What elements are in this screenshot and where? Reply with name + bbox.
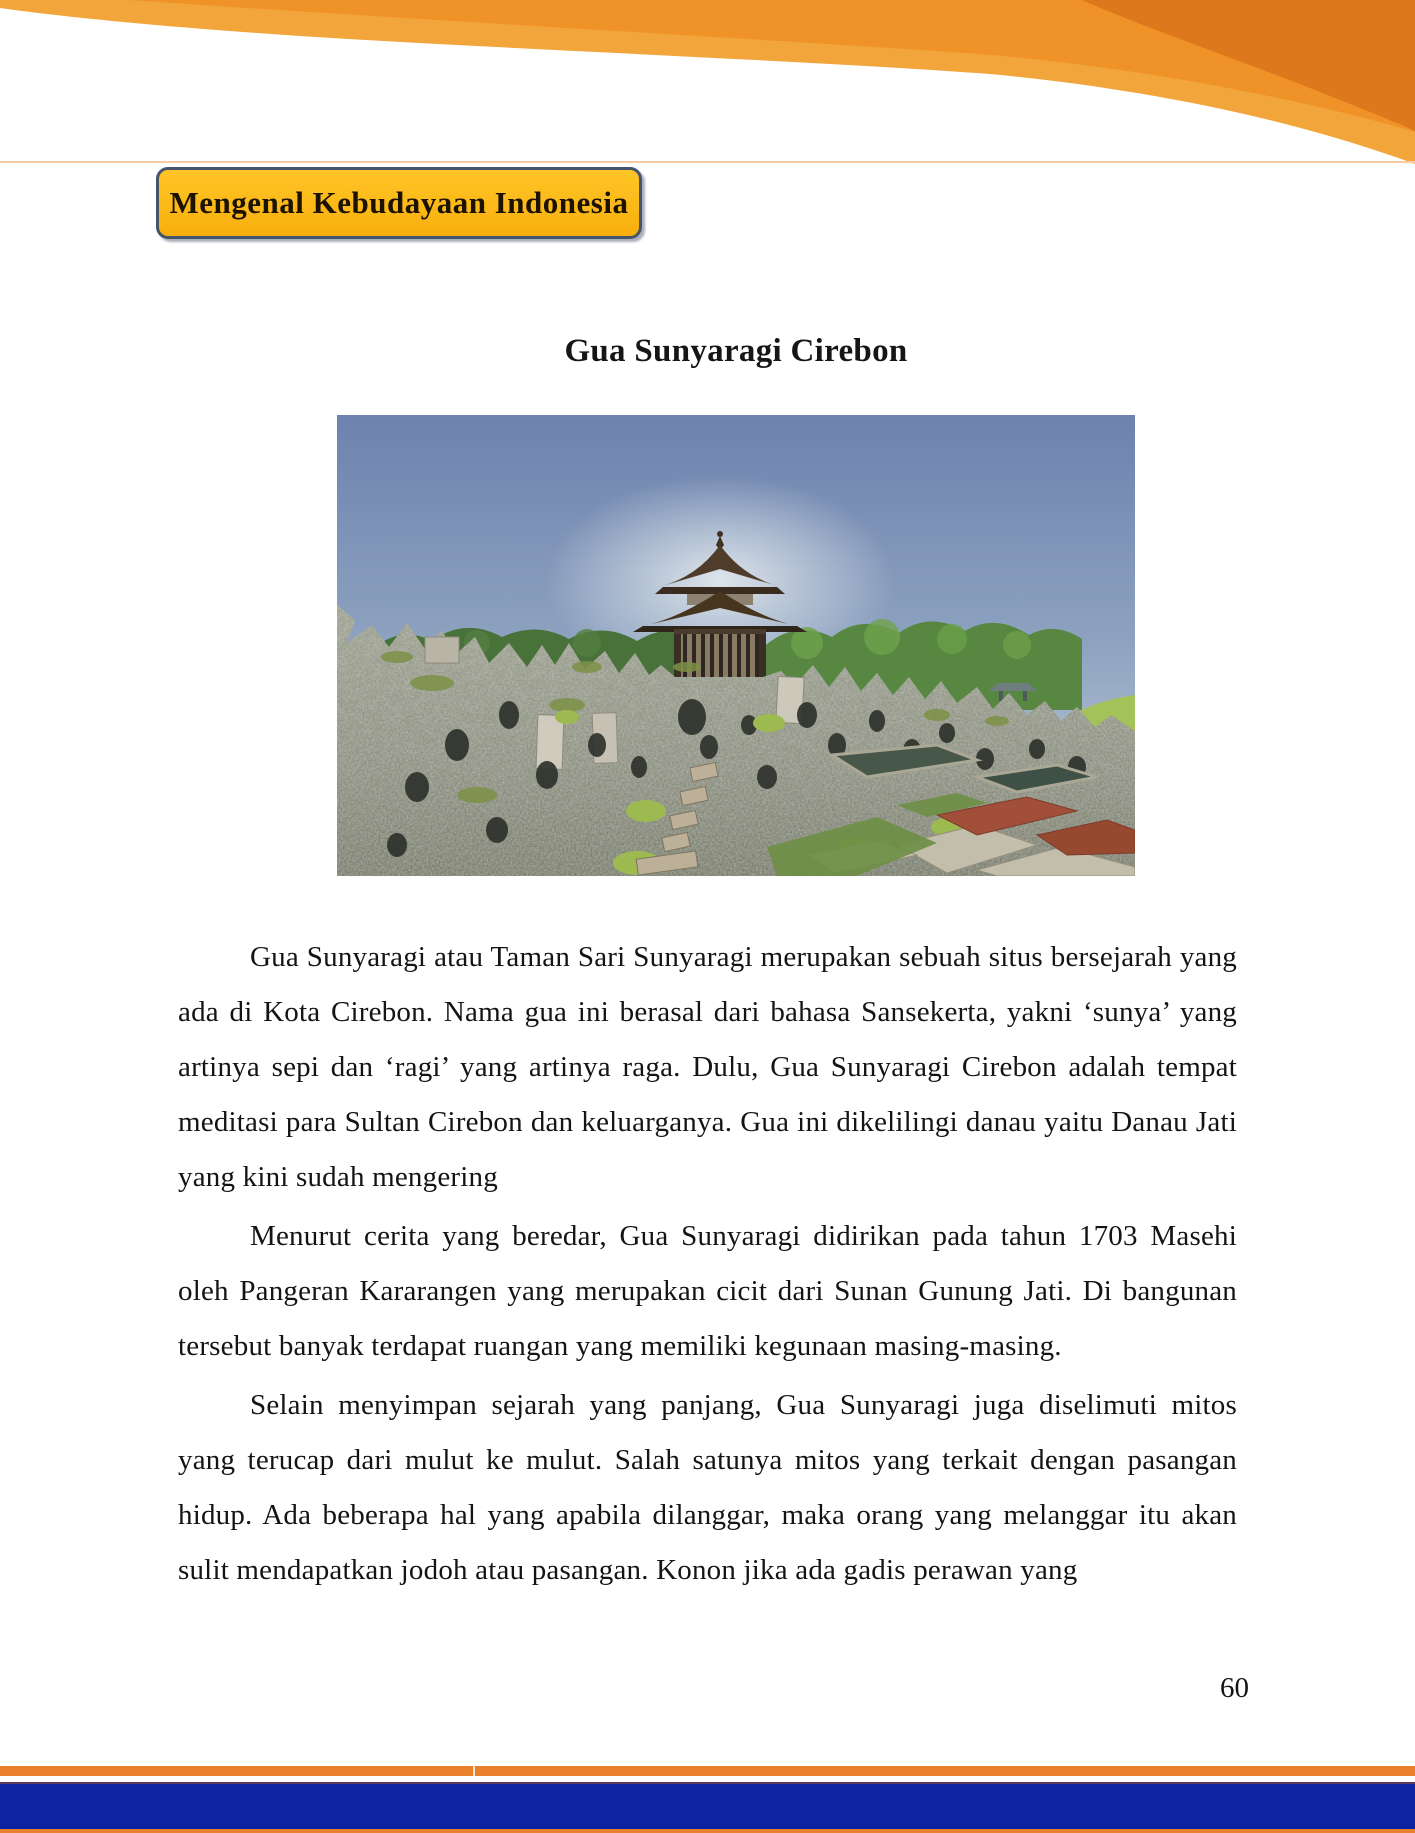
series-badge-label: Mengenal Kebudayaan Indonesia [169, 185, 629, 220]
page-number: 60 [1220, 1672, 1249, 1704]
paragraph-1: Gua Sunyaragi atau Taman Sari Sunyaragi merupakan sebuah situs bersejarah yang ada di Kota Cirebon. Nama gua ini berasal dari bahasa Sansekerta, yakni ‘sunya’ yang artinya sepi dan ‘ragi’ yang artinya raga. Dulu, Gua Sunyaragi Cirebon adalah tempat meditasi para Sultan Cirebon dan keluarganya. Gua ini dikelilingi danau yaitu Danau Jati yang kini sudah mengering [178, 941, 1237, 1193]
page-title: Gua Sunyaragi Cirebon [564, 333, 908, 369]
body-text [178, 930, 1237, 1602]
header-swoosh-decoration [0, 0, 1415, 166]
footer-orange-strip [0, 1829, 1415, 1833]
series-badge [156, 167, 642, 239]
footer-orange-bar [0, 1766, 1415, 1776]
header-divider-line [0, 161, 1415, 163]
paragraph-3: Selain menyimpan sejarah yang panjang, Gua Sunyaragi juga diselimuti mitos yang terucap dari mulut ke mulut. Salah satunya mitos yang terkait dengan pasangan hidup. Ada beberapa hal yang apabila dilanggar, maka orang yang melanggar itu akan sulit mendapatkan jodoh atau pasangan. Konon jika ada gadis perawan yang [178, 1389, 1237, 1586]
footer-orange-divider [473, 1766, 475, 1776]
footer-blue-bar [0, 1782, 1415, 1829]
paragraph-2: Menurut cerita yang beredar, Gua Sunyaragi didirikan pada tahun 1703 Masehi oleh Pangeran Kararangen yang merupakan cicit dari Sunan Gunung Jati. Di bangunan tersebut banyak terdapat ruangan yang memiliki kegunaan masing-masing. [178, 1220, 1237, 1362]
sunyaragi-photo [337, 415, 1135, 876]
